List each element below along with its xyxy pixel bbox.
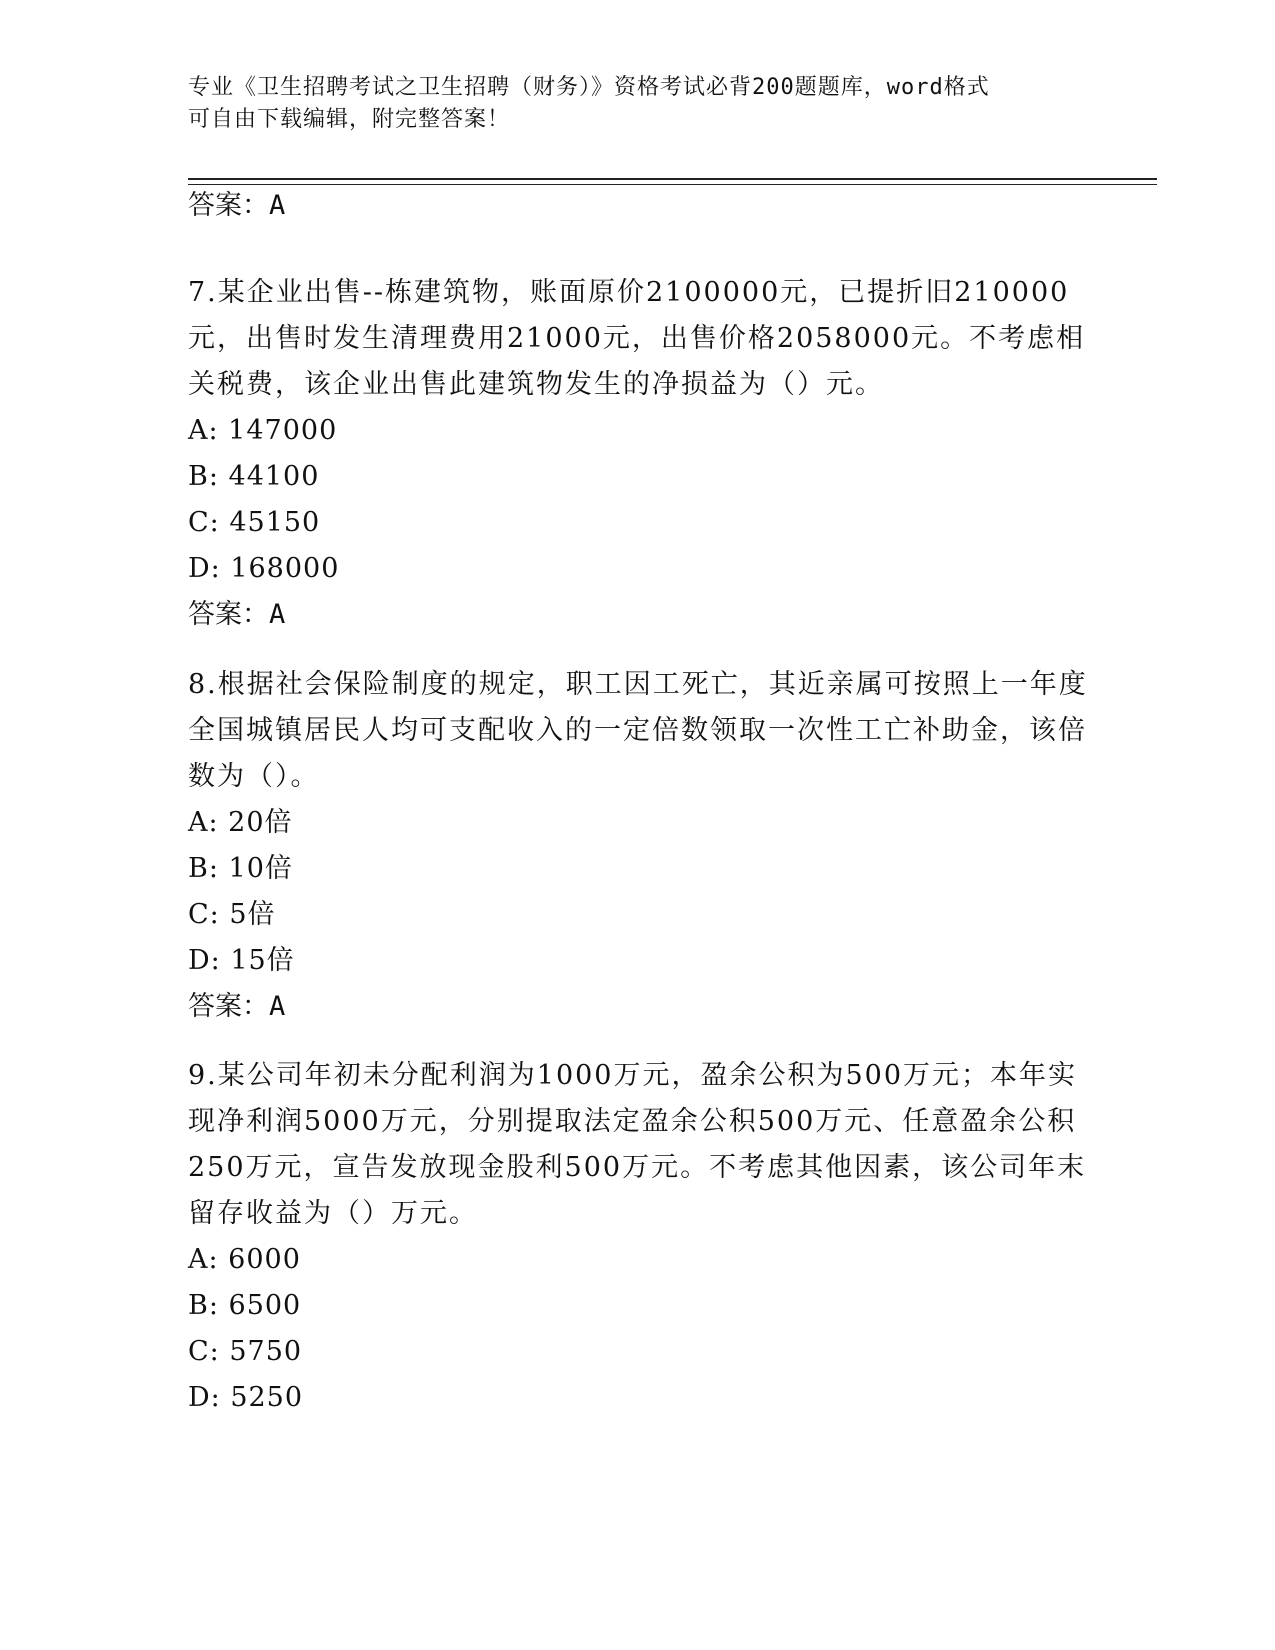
option-a: A: 147000 xyxy=(188,415,338,446)
question-9 xyxy=(188,1053,1088,1421)
question-text: 8.根据社会保险制度的规定，职工因工死亡，其近亲属可按照上一年度全国城镇居民人均可支配收入的一定倍数领取一次性工亡补助金，该倍数为（）。 xyxy=(188,669,1088,792)
answer-line: 答案：A xyxy=(188,991,286,1022)
question-text: 9.某公司年初未分配利润为1000万元，盈余公积为500万元；本年实现净利润5000万元，分别提取法定盈余公积500万元、任意盈余公积250万元，宣告发放现金股利500万元。不考虑其他因素，该公司年末留存收益为（）万元。 xyxy=(188,1060,1087,1229)
option-d: D: 168000 xyxy=(188,553,340,584)
answer-line: 答案：A xyxy=(188,190,286,221)
option-d: D: 15倍 xyxy=(188,945,295,976)
option-a: A: 6000 xyxy=(188,1244,301,1275)
document-header xyxy=(188,72,1088,136)
answer-line: 答案：A xyxy=(188,599,286,630)
option-d: D: 5250 xyxy=(188,1382,304,1413)
option-c: C: 5倍 xyxy=(188,899,276,930)
previous-answer-block xyxy=(188,183,1088,229)
header-line-2: 可自由下载编辑，附完整答案！ xyxy=(188,107,511,132)
option-a: A: 20倍 xyxy=(188,807,293,838)
question-8 xyxy=(188,662,1088,1030)
option-b: B: 10倍 xyxy=(188,853,293,884)
question-7 xyxy=(188,270,1088,638)
header-line-1: 专业《卫生招聘考试之卫生招聘（财务）》资格考试必背200题题库，word格式 xyxy=(188,75,990,100)
option-b: B: 6500 xyxy=(188,1290,302,1321)
option-b: B: 44100 xyxy=(188,461,320,492)
option-c: C: 45150 xyxy=(188,507,321,538)
header-rule-thick xyxy=(188,178,1157,180)
question-text: 7.某企业出售--栋建筑物，账面原价2100000元，已提折旧210000元，出售时发生清理费用21000元，出售价格2058000元。不考虑相关税费，该企业出售此建筑物发生的净损益为（）元。 xyxy=(188,277,1086,400)
option-c: C: 5750 xyxy=(188,1336,303,1367)
